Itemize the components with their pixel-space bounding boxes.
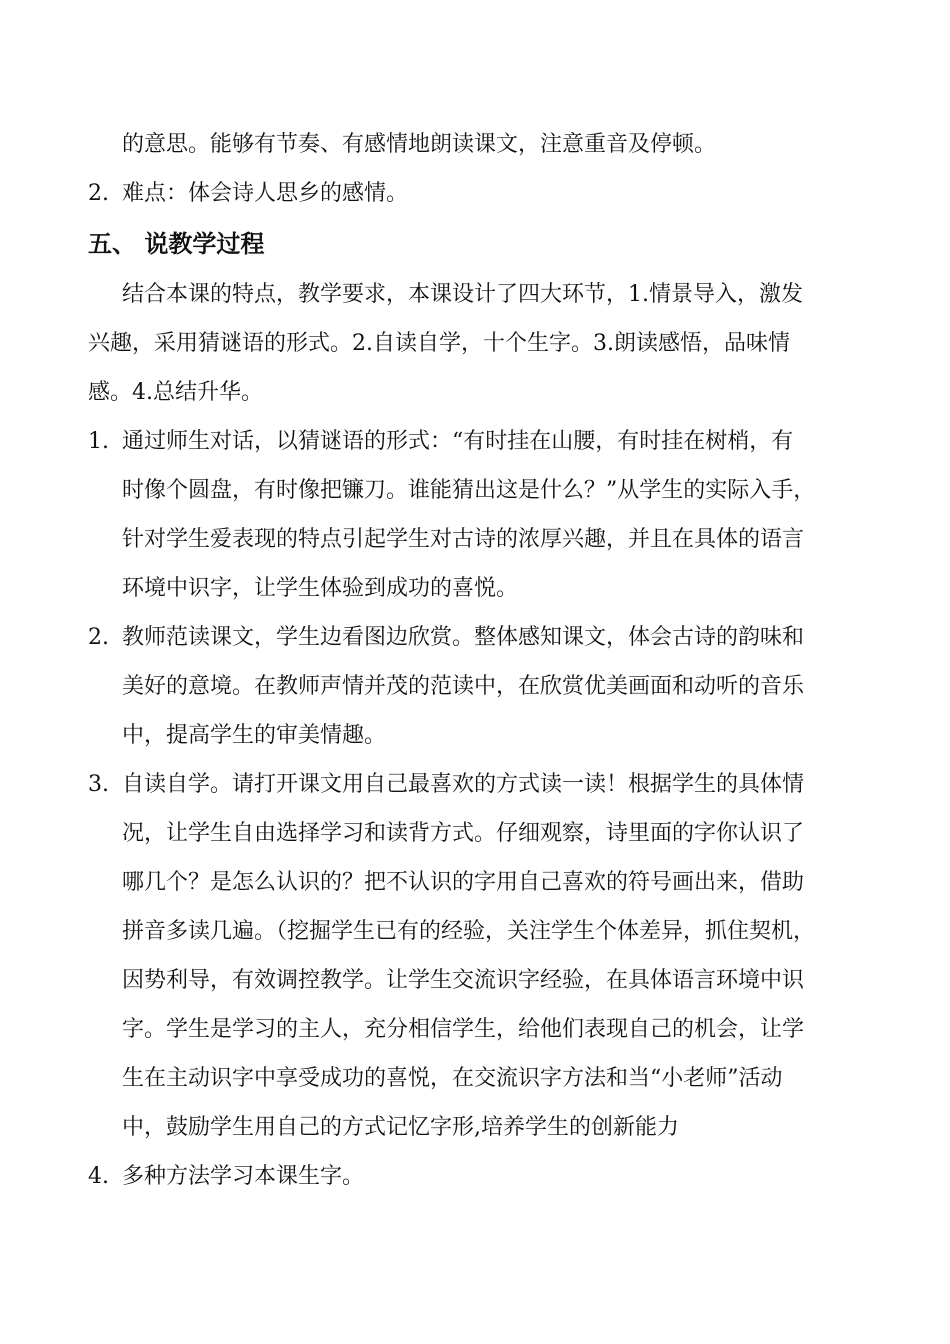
item-line: 字。学生是学习的主人，充分相信学生，给他们表现自己的机会，让学 [122,1017,805,1042]
item-number: 4. [88,1164,109,1189]
difficulty-text: 难点：体会诗人思乡的感情。 [122,181,409,206]
intro-line: 兴趣，采用猜谜语的形式。2.自读自学，十个生字。3.朗读感悟，品味情 [88,331,790,356]
item-number: 1. [88,429,109,454]
list-item-4 [88,1152,878,1201]
list-item-2 [88,613,878,760]
item-line: 自读自学。请打开课文用自己最喜欢的方式读一读！根据学生的具体情 [122,772,805,797]
item-number: 3. [88,772,109,797]
item-line: 生在主动识字中享受成功的喜悦，在交流识字方法和当“小老师”活动 [122,1066,783,1091]
difficulty-number: 2. [88,181,109,206]
item-line: 况，让学生自由选择学习和读背方式。仔细观察，诗里面的字你认识了 [122,821,805,846]
list-item-1 [88,417,878,613]
document-page [88,120,878,1201]
item-line: 教师范读课文，学生边看图边欣赏。整体感知课文，体会古诗的韵味和 [122,625,805,650]
item-line: 环境中识字，让学生体验到成功的喜悦。 [122,576,519,601]
item-line: 中，提高学生的审美情趣。 [122,723,387,748]
intro-line: 结合本课的特点，教学要求，本课设计了四大环节，1.情景导入，激发 [122,282,803,307]
difficulty-line [88,169,878,218]
item-line: 因势利导，有效调控教学。让学生交流识字经验，在具体语言环境中识 [122,968,805,993]
item-line: 中，鼓励学生用自己的方式记忆字形,培养学生的创新能力 [122,1115,679,1140]
continuation-line: 的意思。能够有节奏、有感情地朗读课文，注意重音及停顿。 [122,132,717,157]
item-line: 针对学生爱表现的特点引起学生对古诗的浓厚兴趣，并且在具体的语言 [122,527,805,552]
item-line: 通过师生对话，以猜谜语的形式：“有时挂在山腰，有时挂在树梢，有 [122,429,794,454]
intro-line: 感。4.总结升华。 [88,380,263,405]
item-line: 时像个圆盘，有时像把镰刀。谁能猜出这是什么？”从学生的实际入手， [122,478,816,503]
item-line: 拼音多读几遍。（挖掘学生已有的经验，关注学生个体差异，抓住契机， [122,919,816,944]
item-line: 美好的意境。在教师声情并茂的范读中，在欣赏优美画面和动听的音乐 [122,674,805,699]
item-line: 哪几个？是怎么认识的？把不认识的字用自己喜欢的符号画出来，借助 [122,870,805,895]
item-line: 多种方法学习本课生字。 [122,1164,365,1189]
item-number: 2. [88,625,109,650]
intro-paragraph [88,270,878,417]
list-item-3 [88,760,878,1152]
section-heading: 五、 说教学过程 [88,230,265,258]
